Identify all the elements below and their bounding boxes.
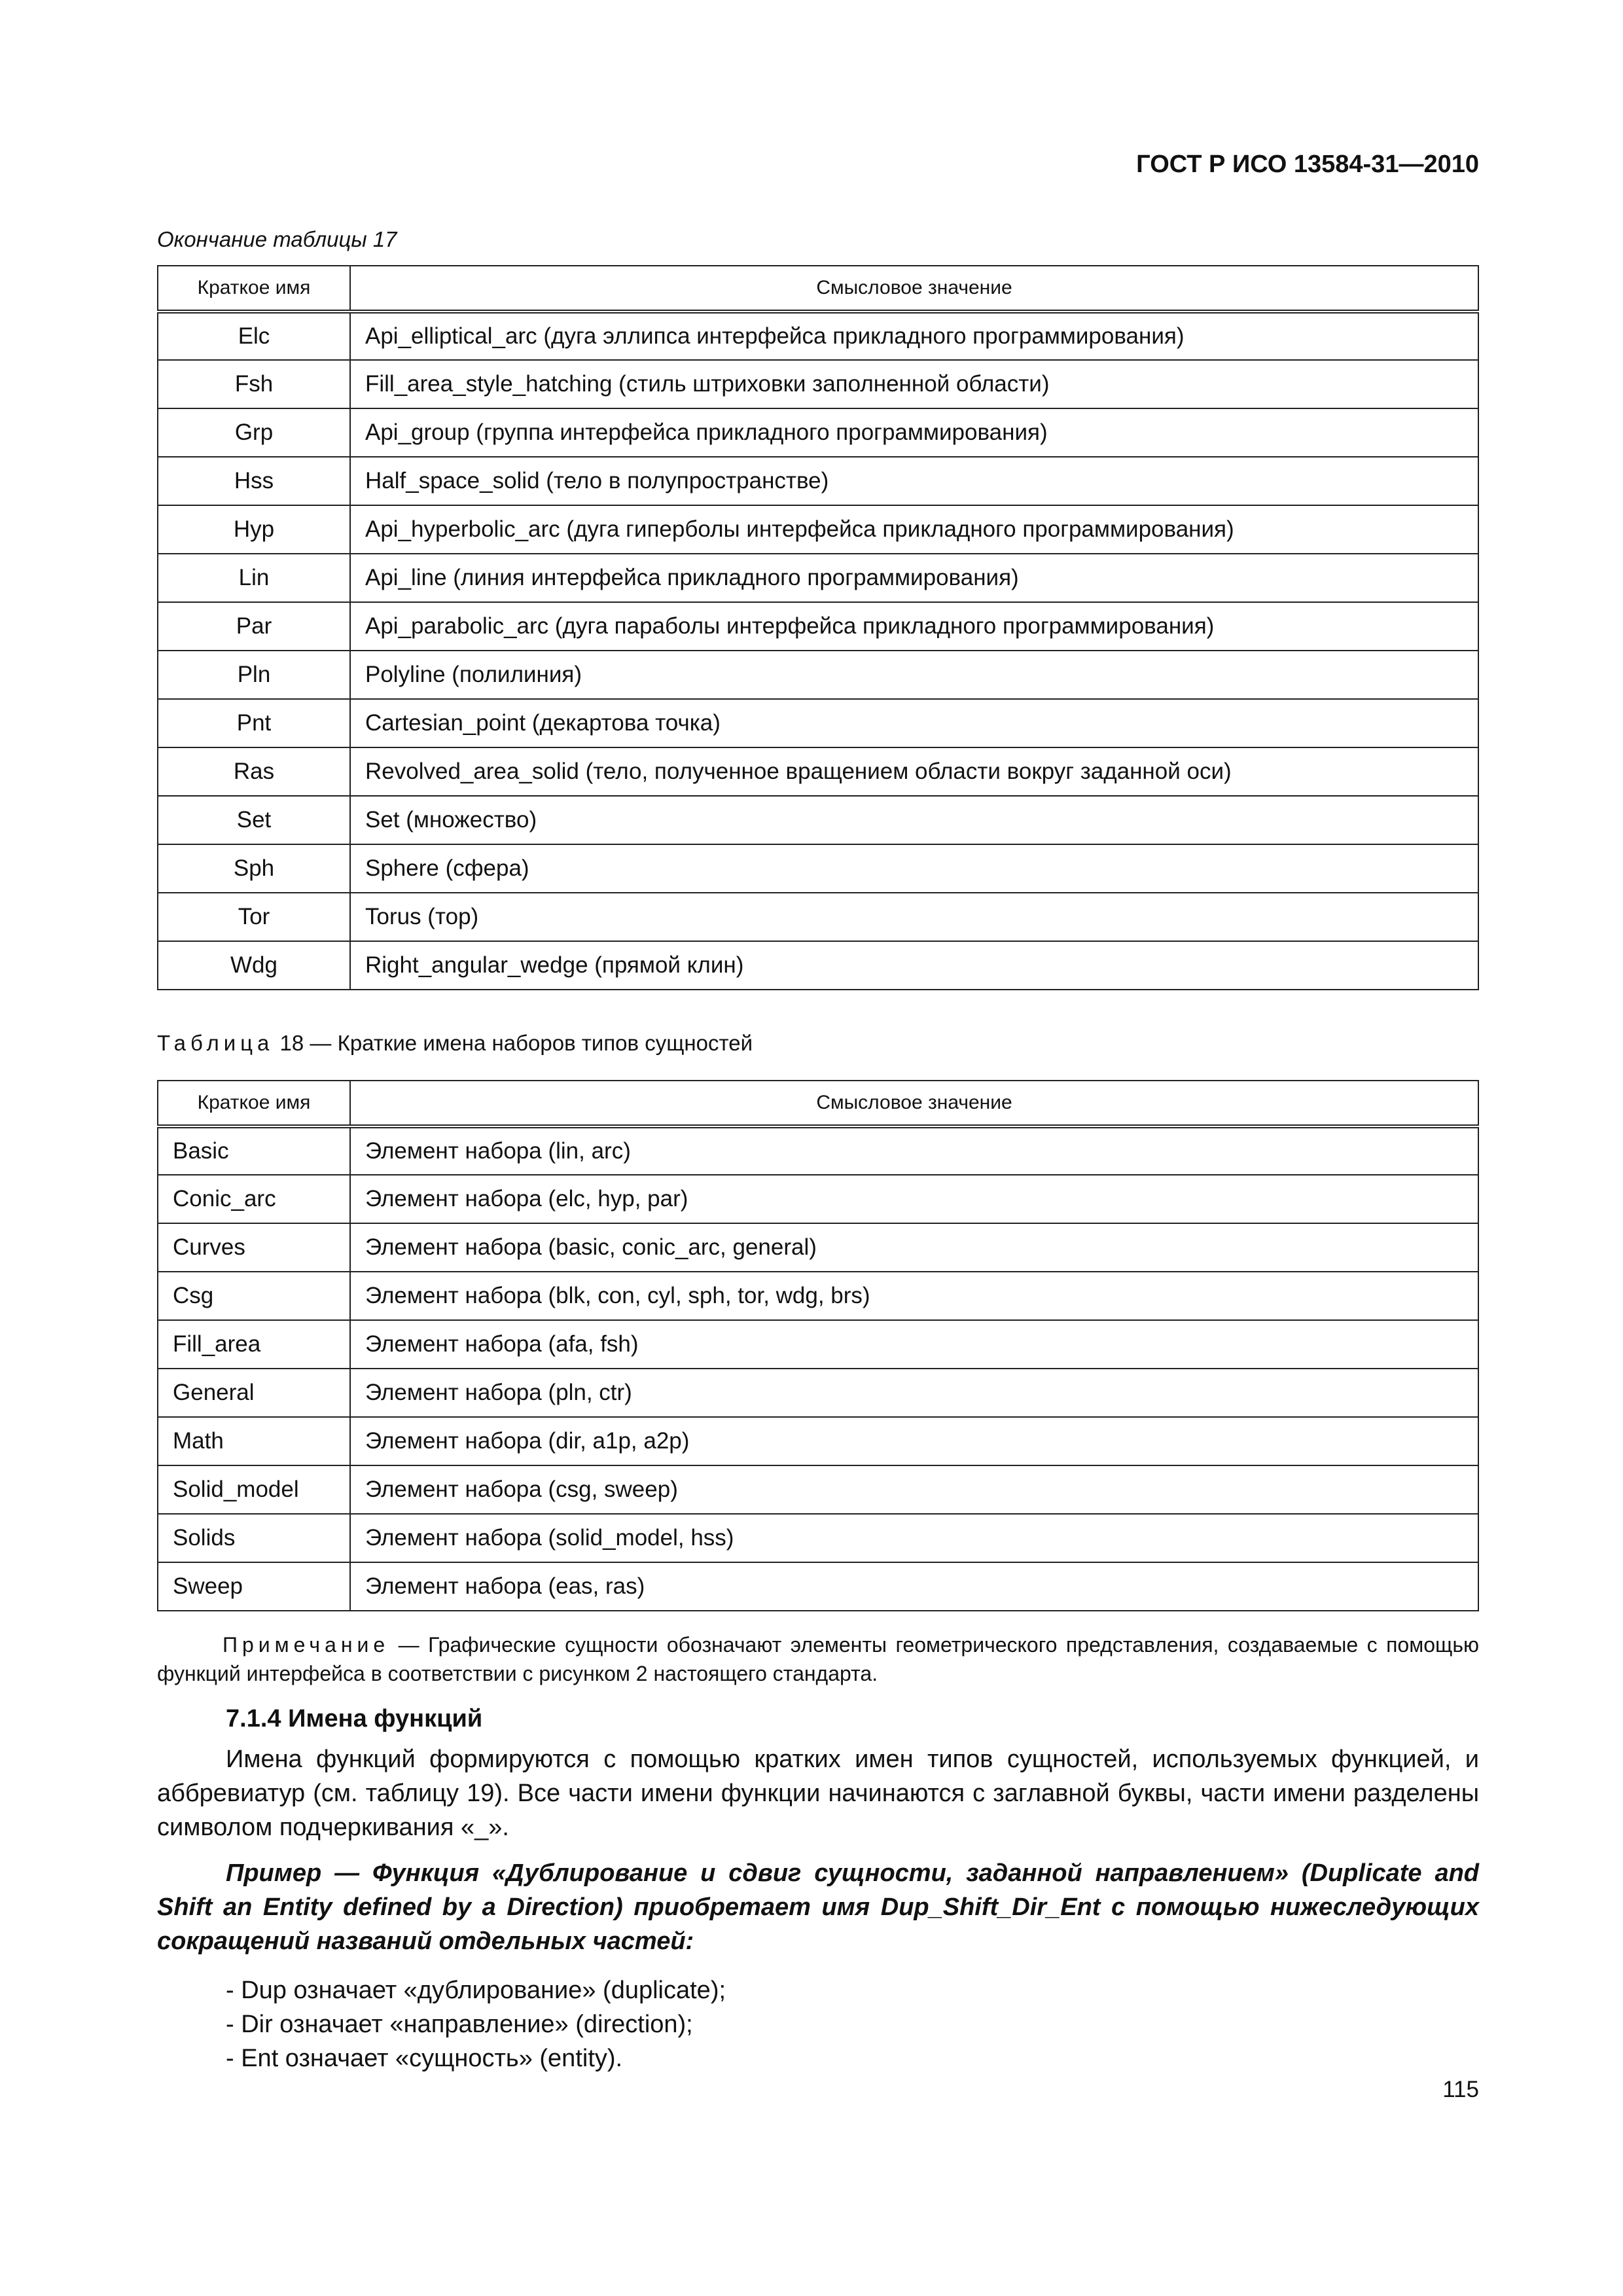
- short-name-cell: Set: [158, 796, 350, 844]
- meaning-cell: Cartesian_point (декартова точка): [350, 699, 1478, 747]
- table-17: [157, 265, 1479, 990]
- table-row: [158, 796, 1478, 844]
- table-row: [158, 360, 1478, 408]
- short-name-cell: Fsh: [158, 360, 350, 408]
- table-row: [158, 651, 1478, 699]
- meaning-cell: Revolved_area_solid (тело, полученное вращением области вокруг заданной оси): [350, 747, 1478, 796]
- column-header: Краткое имя: [158, 1081, 350, 1126]
- short-name-cell: Solids: [158, 1514, 350, 1562]
- short-name-cell: Csg: [158, 1272, 350, 1320]
- column-header: Смысловое значение: [350, 266, 1478, 312]
- meaning-cell: Set (множество): [350, 796, 1478, 844]
- meaning-cell: Элемент набора (afa, fsh): [350, 1320, 1478, 1369]
- table-row: [158, 505, 1478, 554]
- short-name-cell: Hss: [158, 457, 350, 505]
- table-header-row: [158, 1081, 1478, 1126]
- short-name-cell: Hyp: [158, 505, 350, 554]
- table-18-title: 18 — Краткие имена наборов типов сущностей: [274, 1031, 753, 1055]
- list-item: - Ent означает «сущность» (entity).: [226, 2045, 623, 2072]
- meaning-cell: Элемент набора (blk, con, cyl, sph, tor, wdg, brs): [350, 1272, 1478, 1320]
- short-name-cell: Pln: [158, 651, 350, 699]
- column-header: Краткое имя: [158, 266, 350, 312]
- meaning-cell: Api_parabolic_arc (дуга параболы интерфейса прикладного программирования): [350, 602, 1478, 651]
- table-row: [158, 1369, 1478, 1417]
- meaning-cell: Элемент набора (pln, ctr): [350, 1369, 1478, 1417]
- short-name-cell: Wdg: [158, 941, 350, 990]
- short-name-cell: Math: [158, 1417, 350, 1465]
- meaning-cell: Half_space_solid (тело в полупространстве): [350, 457, 1478, 505]
- table-row: [158, 1514, 1478, 1562]
- table-row: [158, 893, 1478, 941]
- page-number: 115: [1442, 2077, 1479, 2102]
- short-name-cell: Lin: [158, 554, 350, 602]
- meaning-cell: Элемент набора (dir, a1p, a2p): [350, 1417, 1478, 1465]
- short-name-cell: Conic_arc: [158, 1175, 350, 1223]
- list-item: - Dir означает «направление» (direction);: [226, 2011, 693, 2038]
- short-name-cell: Fill_area: [158, 1320, 350, 1369]
- short-name-cell: Pnt: [158, 699, 350, 747]
- abbreviation-list: [226, 1973, 726, 2075]
- short-name-cell: Tor: [158, 893, 350, 941]
- meaning-cell: Torus (тор): [350, 893, 1478, 941]
- table-row: [158, 1465, 1478, 1514]
- table-row: [158, 1175, 1478, 1223]
- table-row: [158, 408, 1478, 457]
- table-row: [158, 457, 1478, 505]
- section-paragraph: Имена функций формируются с помощью кратких имен типов сущностей, используемых функцией, и аббревиатур (см. таблицу 19). Все части имени функции начинаются с заглавной буквы, части имени разделены символом подчеркивания «_».: [157, 1746, 1479, 1841]
- meaning-cell: Api_group (группа интерфейса прикладного программирования): [350, 408, 1478, 457]
- example-paragraph: Пример — Функция «Дублирование и сдвиг сущности, заданной направлением» (Duplicate and Shift an Entity defined by a Direction) приобретает имя Dup_Shift_Dir_Ent с помощью нижеследующих сокращений названий отдельных частей:: [157, 1859, 1479, 1955]
- column-header: Смысловое значение: [350, 1081, 1478, 1126]
- short-name-cell: Grp: [158, 408, 350, 457]
- meaning-cell: Элемент набора (lin, arc): [350, 1126, 1478, 1175]
- meaning-cell: Fill_area_style_hatching (стиль штриховки заполненной области): [350, 360, 1478, 408]
- table-17-caption: Окончание таблицы 17: [157, 227, 397, 251]
- short-name-cell: Basic: [158, 1126, 350, 1175]
- meaning-cell: Api_hyperbolic_arc (дуга гиперболы интерфейса прикладного программирования): [350, 505, 1478, 554]
- table-row: [158, 1417, 1478, 1465]
- meaning-cell: Элемент набора (csg, sweep): [350, 1465, 1478, 1514]
- table-row: [158, 1223, 1478, 1272]
- note-label: Примечание: [223, 1633, 390, 1657]
- table-row: [158, 312, 1478, 360]
- short-name-cell: Par: [158, 602, 350, 651]
- short-name-cell: Solid_model: [158, 1465, 350, 1514]
- meaning-cell: Элемент набора (elc, hyp, par): [350, 1175, 1478, 1223]
- short-name-cell: Curves: [158, 1223, 350, 1272]
- table-row: [158, 1320, 1478, 1369]
- table-header-row: [158, 266, 1478, 312]
- meaning-cell: Polyline (полилиния): [350, 651, 1478, 699]
- table-row: [158, 602, 1478, 651]
- table-18-label: Таблица: [157, 1031, 274, 1055]
- table-row: [158, 747, 1478, 796]
- table-18-caption: [157, 1030, 753, 1056]
- short-name-cell: Sweep: [158, 1562, 350, 1611]
- table-18: [157, 1080, 1479, 1611]
- note-text: — Графические сущности обозначают элементы геометрического представления, создаваемые с помощью функций интерфейса в соответствии с рисунком 2 настоящего стандарта.: [157, 1633, 1479, 1685]
- table-row: [158, 1126, 1478, 1175]
- table-row: [158, 1272, 1478, 1320]
- table-row: [158, 554, 1478, 602]
- list-item: - Dup означает «дублирование» (duplicate);: [226, 1977, 726, 2004]
- note: [157, 1630, 1479, 1688]
- meaning-cell: Элемент набора (solid_model, hss): [350, 1514, 1478, 1562]
- meaning-cell: Элемент набора (eas, ras): [350, 1562, 1478, 1611]
- meaning-cell: Right_angular_wedge (прямой клин): [350, 941, 1478, 990]
- short-name-cell: Elc: [158, 312, 350, 360]
- meaning-cell: Sphere (сфера): [350, 844, 1478, 893]
- meaning-cell: Элемент набора (basic, conic_arc, general): [350, 1223, 1478, 1272]
- short-name-cell: General: [158, 1369, 350, 1417]
- table-row: [158, 941, 1478, 990]
- meaning-cell: Api_line (линия интерфейса прикладного программирования): [350, 554, 1478, 602]
- table-row: [158, 699, 1478, 747]
- table-row: [158, 1562, 1478, 1611]
- table-row: [158, 844, 1478, 893]
- section-title: 7.1.4 Имена функций: [226, 1705, 483, 1732]
- short-name-cell: Ras: [158, 747, 350, 796]
- document-header: ГОСТ Р ИСО 13584-31—2010: [1136, 151, 1479, 178]
- meaning-cell: Api_elliptical_arc (дуга эллипса интерфейса прикладного программирования): [350, 312, 1478, 360]
- short-name-cell: Sph: [158, 844, 350, 893]
